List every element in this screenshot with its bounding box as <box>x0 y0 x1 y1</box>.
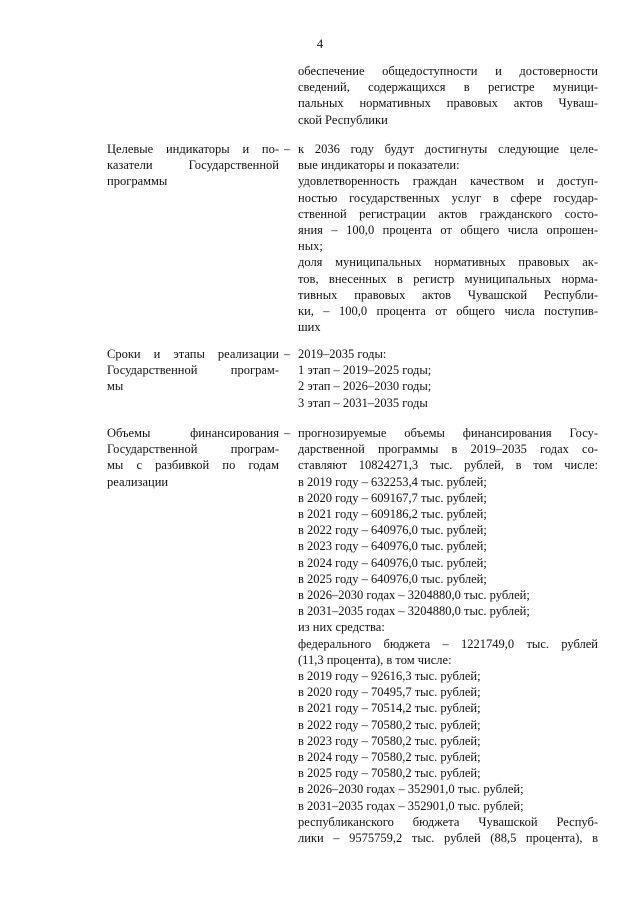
label-line: Сроки и этапы реализации <box>107 347 279 361</box>
section-value <box>298 63 598 128</box>
value-line: в 2021 году – 70514,2 тыс. рублей; <box>298 701 481 716</box>
value-line: в 2022 году – 640976,0 тыс. рублей; <box>298 523 487 538</box>
value-line: в 2023 году – 640976,0 тыс. рублей; <box>298 539 487 554</box>
value-line: в 2023 году – 70580,2 тыс. рублей; <box>298 733 481 748</box>
section-label <box>107 346 279 395</box>
value-line: пальных нормативных правовых актов Чуваш- <box>298 96 598 111</box>
value-line: тов, внесенных в регистр муниципальных норма- <box>298 271 598 286</box>
value-line: 2019–2035 годы: <box>298 347 387 361</box>
value-line: республиканского бюджета Чувашской Респуб- <box>298 814 598 829</box>
value-line: ных; <box>298 239 323 254</box>
value-line: в 2025 году – 640976,0 тыс. рублей; <box>298 571 487 586</box>
label-line: Государственной програм- <box>107 442 279 457</box>
section-value <box>298 141 598 335</box>
value-line: из них средства: <box>298 620 385 635</box>
value-line: 3 этап – 2031–2035 годы <box>298 395 428 410</box>
label-line: мы с разбивкой по годам <box>107 458 279 473</box>
section-value <box>298 346 598 411</box>
value-line: в 2021 году – 609186,2 тыс. рублей; <box>298 507 487 522</box>
separator-dash: – <box>284 142 291 156</box>
value-line: удовлетворенность граждан качеством и доступ- <box>298 174 598 189</box>
label-line: Объемы финансирования <box>107 426 279 440</box>
value-line: федерального бюджета – 1221749,0 тыс. рублей <box>298 636 598 651</box>
value-line: (11,3 процента), в том числе: <box>298 652 452 667</box>
value-line: в 2020 году – 609167,7 тыс. рублей; <box>298 490 487 505</box>
value-line: прогнозируемые объемы финансирования Госу- <box>298 426 598 440</box>
label-line: мы <box>107 379 124 394</box>
value-line: доля муниципальных нормативных правовых ак- <box>298 255 598 270</box>
label-line: Государственной програм- <box>107 363 279 378</box>
value-line: в 2031–2035 годах – 3204880,0 тыс. рублей; <box>298 604 530 619</box>
separator-dash: – <box>284 426 291 440</box>
page-number: 4 <box>316 37 324 51</box>
value-line: к 2036 году будут достигнуты следующие целе- <box>298 142 598 156</box>
section-label <box>107 141 279 190</box>
value-line: в 2022 году – 70580,2 тыс. рублей; <box>298 717 481 732</box>
value-line: обеспечение общедоступности и достоверности <box>298 64 598 78</box>
value-line: ской Республики <box>298 112 388 127</box>
value-line: в 2031–2035 годах – 352901,0 тыс. рублей; <box>298 798 524 813</box>
section-label <box>107 425 279 490</box>
value-line: в 2020 году – 70495,7 тыс. рублей; <box>298 685 481 700</box>
value-line: ки, – 100,0 процента от общего числа поступив- <box>298 304 598 319</box>
value-line: в 2025 году – 70580,2 тыс. рублей; <box>298 766 481 781</box>
value-line: в 2019 году – 92616,3 тыс. рублей; <box>298 669 481 684</box>
value-line: дарственной программы в 2019–2035 годах со- <box>298 442 598 457</box>
value-line: в 2024 году – 70580,2 тыс. рублей; <box>298 750 481 765</box>
label-line: реализации <box>107 474 169 489</box>
section-value <box>298 425 598 846</box>
separator-dash: – <box>284 347 291 361</box>
value-line: в 2024 году – 640976,0 тыс. рублей; <box>298 555 487 570</box>
value-line: ставляют 10824271,3 тыс. рублей, в том числе: <box>298 458 598 473</box>
value-line: сведений, содержащихся в регистре муници- <box>298 80 598 95</box>
value-line: лики – 9575759,2 тыс. рублей (88,5 процента), в <box>298 831 598 846</box>
label-line: программы <box>107 174 168 189</box>
value-line: вые индикаторы и показатели: <box>298 158 460 173</box>
value-line: 2 этап – 2026–2030 годы; <box>298 379 432 394</box>
value-line: ностью государственных услуг в сфере государ- <box>298 190 598 205</box>
label-line: казатели Государственной <box>107 158 279 173</box>
value-line: в 2026–2030 годах – 352901,0 тыс. рублей; <box>298 782 524 797</box>
value-line: яния – 100,0 процента от общего числа опрошен- <box>298 223 598 238</box>
value-line: 1 этап – 2019–2025 годы; <box>298 363 432 378</box>
label-line: Целевые индикаторы и по- <box>107 142 279 156</box>
value-line: ственной регистрации актов гражданского состо- <box>298 206 598 221</box>
value-line: ших <box>298 320 321 335</box>
value-line: в 2019 году – 632253,4 тыс. рублей; <box>298 474 487 489</box>
value-line: тивных правовых актов Чувашской Республи- <box>298 287 598 302</box>
value-line: в 2026–2030 годах – 3204880,0 тыс. рублей; <box>298 588 530 603</box>
